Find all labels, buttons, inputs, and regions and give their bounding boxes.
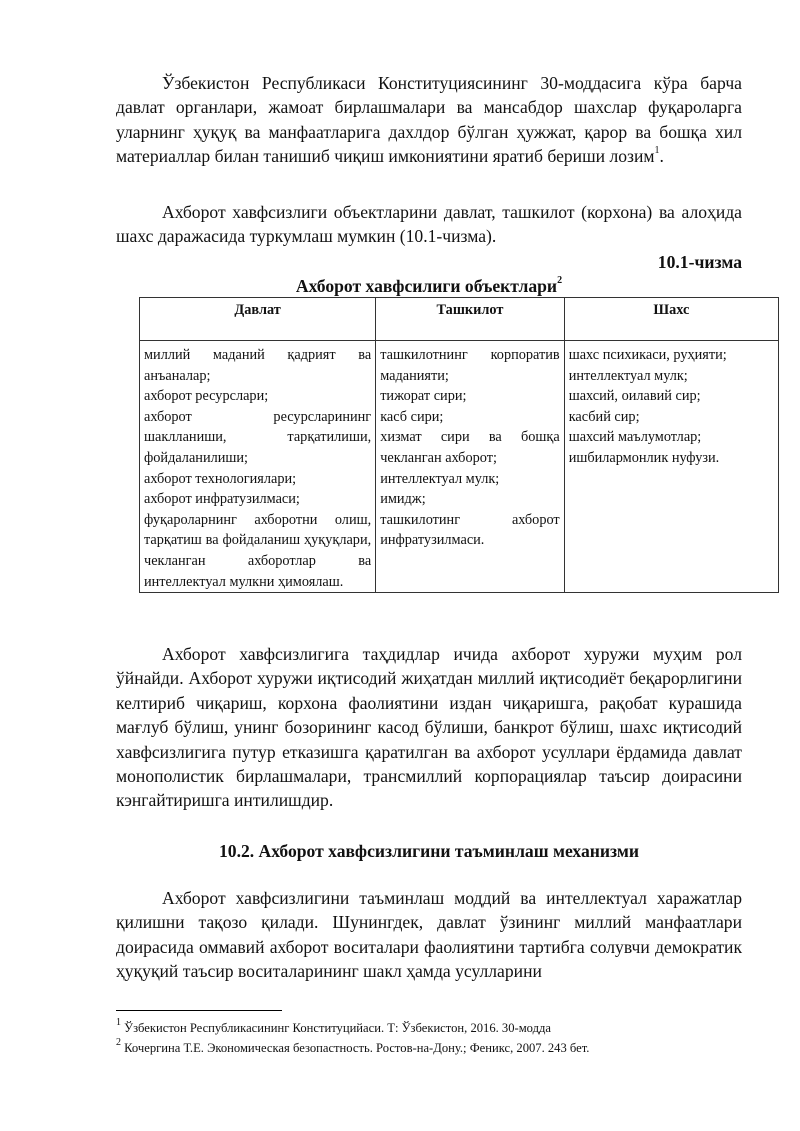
list-item: ташкилотинг ахборот инфратузилмаси. [380, 511, 560, 549]
list-item: касб сири; [380, 408, 444, 425]
table-row [140, 341, 779, 593]
list-item: касбий сир; [568, 408, 640, 425]
person-objects-cell [564, 341, 778, 593]
paragraph-security-mechanism: Ахборот хавфсизлигини таъминлаш моддий ва интеллектуал харажатлар қилишни тақозо қилади. Шунингдек, давлат ўзининг миллий манфаатлари доирасида оммавий ахборот воситалари фаолиятини тартибга солувчи демократик ҳуқуқий таъсир воситаларининг шакл ҳамда усулларини [116, 888, 742, 982]
state-objects-cell [140, 341, 376, 593]
paragraph-text: Ўзбекистон Республикаси Конституциясининг 30-моддасига кўра барча давлат органлари, жамоат бирлашмалари ва мансабдор шахслар фуқароларга уларнинг ҳуқуқ ва манфаатларига дахлдор бўлган ҳужжат, қарор ва бошқа хил материаллар билан танишиб чиқиш имкониятини яратиб бериши лозим [116, 73, 742, 167]
figure-label: 10.1-чизма [657, 252, 742, 272]
organization-objects-cell [376, 341, 565, 593]
list-item: ишбилармонлик нуфузи. [568, 449, 720, 466]
paragraph-constitution [116, 71, 742, 169]
footnote-1 [116, 1016, 756, 1036]
footnote-divider [116, 1010, 282, 1011]
list-item: ахборот технологиялари; [144, 470, 297, 487]
footnote-mark: 1 [116, 1016, 121, 1028]
footnote-ref[interactable]: 1 [654, 145, 660, 157]
list-item: имидж; [380, 491, 426, 508]
list-item: шахсий маълумотлар; [568, 429, 702, 446]
table-header-row [140, 298, 779, 341]
figure-title [116, 276, 742, 297]
objects-table [139, 297, 779, 593]
list-item: шахсий, оилавий сир; [568, 388, 701, 405]
list-item: тижорат сири; [380, 388, 467, 405]
paragraph-objects-intro: Ахборот хавфсизлиги объектларини давлат, ташкилот (корхона) ва алоҳида шахс даражасида туркумлаш мумкин (10.1-чизма). [116, 202, 742, 247]
footnote-2 [116, 1036, 756, 1056]
footnote-text: Кочергина Т.Е. Экономическая безопастность. Ростов-на-Дону.; Феникс, 2007. 243 бет. [124, 1041, 590, 1055]
list-item: хизмат сири ва бошқа чекланган ахборот; [380, 429, 560, 466]
footnote-text: Ўзбекистон Республикасининг Конституцийаси. Т: Ўзбекистон, 2016. 30-модда [124, 1021, 552, 1035]
list-item: ташкилотнинг корпоратив маданияти; [380, 347, 560, 384]
header-person: Шахс [564, 298, 778, 341]
list-item: интеллектуал мулк; [380, 470, 500, 487]
header-state: Давлат [140, 298, 376, 341]
paragraph-information-attack: Ахборот хавфсизлигига таҳдидлар ичида ахборот хуружи муҳим рол ўйнайди. Ахборот хуружи иқтисодий жиҳатдан миллий иқтисодиёт беқарорлигини келтириб чиқариш, корхона фаолиятини издан чиқаришга, рақобат курашида мағлуб бўлиш, унинг бозорининг касод бўлиши, банкрот бўлиш, шахс иқтисодий хавфсизлигига путур етказишга қаратилган ва ахборот усуллари ёрдамида давлат монополистик бирлашмалари, трансмиллий корпорациялар таъсир доирасини кэнгайтиришга интилишдир. [116, 644, 742, 811]
paragraph-end: . [659, 146, 664, 167]
list-item: шахс психикаси, руҳияти; [568, 347, 727, 363]
list-item: ахборот ресурслари; [144, 388, 269, 405]
list-item: фуқароларнинг ахборотни олиш, тарқатиш ва фойдаланиш ҳуқуқлари, чекланган ахборотлар ва интеллектуал мулкни ҳимоялаш. [144, 511, 372, 590]
list-item: миллий маданий қадрият ва анъаналар; [144, 347, 372, 384]
list-item: ахборот ресурсларининг шаклланиши, тарқатилиши, фойдаланилиши; [144, 408, 372, 466]
footnote-mark: 2 [116, 1036, 121, 1048]
header-organization: Ташкилот [376, 298, 565, 341]
list-item: ахборот инфратузилмаси; [144, 491, 300, 508]
section-heading: 10.2. Ахборот хавфсизлигини таъминлаш механизми [218, 841, 640, 861]
figure-title-text: Ахборот хавфсилиги объектлари [295, 276, 558, 296]
list-item: интеллектуал мулк; [568, 367, 688, 384]
footnote-ref[interactable]: 2 [557, 275, 563, 287]
